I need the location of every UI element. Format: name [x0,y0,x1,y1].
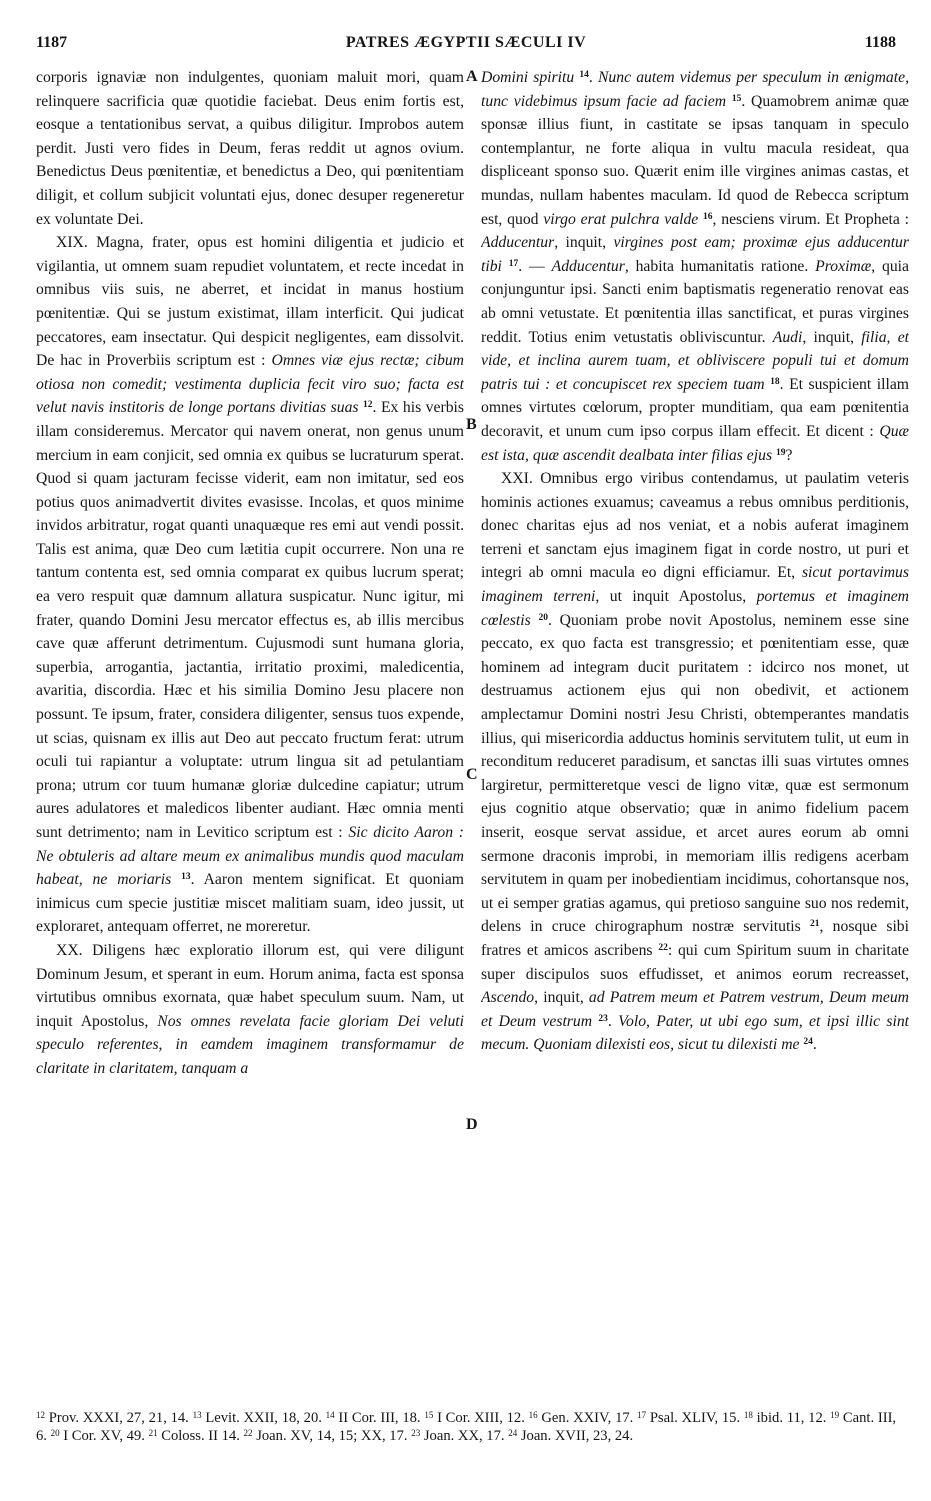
footnote-text: Joan. XX, 17. [423,1428,505,1444]
footnote-text: Levit. XXII, 18, 20. [205,1410,322,1426]
footnote-ref: 12 [363,400,373,411]
text-run: XX. Diligens hæc exploratio illorum est, qui vere diligunt Dominum Jesum, et sperant in eum. Horum anima, facta est sponsa virtutibus omnibus exornata, quæ habet speculum suum. Nam, ut inquit Apostolus, [36,941,464,1030]
text-run: : qui cum Spiritum suum in charitate super discipulos suos effudisset, et animos eorum recreasset, [481,941,909,983]
footnote-text: Gen. XXIV, 17. [541,1410,634,1426]
footnote-item [529,1410,634,1426]
footnote-text: Prov. XXXI, 27, 21, 14. [48,1410,189,1426]
footnote-item [51,1428,145,1444]
footnote-ref: 18 [770,376,780,387]
italic-quotation: portemus et imaginem cœlestis [481,588,909,629]
footnote-text: Joan. XVII, 23, 24. [520,1428,634,1444]
footnote-ref: 16 [703,211,713,222]
text-run: . [812,1036,817,1054]
footnote-text: Joan. XV, 14, 15; XX, 17. [256,1428,408,1444]
footnote-number: 23 [411,1428,421,1438]
paragraph [36,66,464,231]
italic-quotation: Nos omnes revelata facie gloriam Dei veluti speculo referentes, in eamdem imaginem transformamur de claritate in claritatem, tanquam a [36,1012,464,1077]
text-run: . [588,69,598,86]
paragraph [36,939,464,1081]
italic-quotation: Quæ est ista, quæ ascendit dealbata inter filias ejus [481,422,909,464]
running-header [36,34,896,58]
footnote-item [36,1410,189,1426]
text-run: XIX. Magna, frater, opus est homini diligentia et judicio et vigilantia, ut omnem suam repudiet voluntatem, et recte incedat in omnibus viis suis, ne aberret, et incidat in manus hostium pœnitentiæ. Qui se justum existimat, illam interficit. Qui judicat peccatores, eam insectatur. Qui despicit negligentes, eam dissolvit. De hac in Proverbiis scriptum est : [36,234,464,370]
text-run [171,871,181,888]
footnote-number: 12 [36,1410,45,1420]
footnote-text: I Cor. XV, 49. [63,1428,145,1444]
footnote-item [744,1410,827,1426]
footnote-text: Psal. XLIV, 15. [649,1410,741,1426]
italic-quotation: Ascendo [481,989,535,1007]
footnote-ref: 13 [181,872,191,883]
footnote-item [149,1428,240,1444]
footnote-ref: 19 [776,447,786,458]
text-run: , inquit, [802,328,862,346]
text-run: , inquit, [534,989,589,1007]
text-run: , ut inquit Apostolus, [595,588,757,606]
footnote-number: 19 [830,1410,840,1420]
text-run: , quia conjunguntur ipsi. Sancti enim baptismatis regeneratio renovat eas ab omni vetustate. Et pœnitentia illas sanctificat, et puras virgines reddit. Totius enim vetustatis obliviscuntur. [481,257,909,346]
footnote-ref: 17 [508,258,519,269]
footnote-item [326,1410,421,1426]
italic-quotation: Nunc autem videmus per speculum in ænigmate, tunc videbimus ipsum facie ad faciem [481,69,909,110]
footnote-number: 20 [50,1428,60,1438]
text-run: , inquit, [554,234,614,252]
italic-quotation: Adducentur [551,257,625,275]
italic-quotation: Volo, Pater, ut ubi ego sum, et ipsi illic sint mecum. Quoniam dilexisti eos, sicut tu dilexisti me [481,1012,909,1054]
footnote-number: 24 [508,1428,518,1438]
page-number-left: 1187 [36,34,68,51]
margin-marker-b: B [466,416,477,433]
footnote-item [244,1428,408,1444]
footnote-number: 17 [637,1410,647,1420]
footnote-ref: 20 [538,612,548,623]
footnote-item [411,1428,504,1444]
text-run: , nesciens virum. Et Propheta : [712,210,909,228]
text-run: . Ex his verbis illam consideremus. Mercator qui navem onerat, non genus unum mercium in eam conjicit, sed omnia ex quibus se lucraturum sperat. Quod si quam jacturam fecisse viderit, eam non imitatur, sed eos potius quos animadvertit divites evasisse. Incolas, et quos minime invidos arbitratur, rogat quanti unaquæque res emi aut vendi possit. Talis est anima, quæ Deo cum lætitia cupit occurrere. Non una re tantum contenta est, sed omnia comparat ex quibus lucrum sperat; ea vero respuit quæ damnum allatura suspicatur. Nunc igitur, mi frater, quando Domini Jesu mercator effectus es, ab illis mercibus cave quæ afferunt detrimentum. Cujusmodi sunt humana gloria, superbia, arrogantia, jactantia, irritatio proximi, maledicentia, avaritia, discordia. Hæc et his similia Domino Jesu placere non possunt. Te ipsum, frater, considera diligenter, sensus tuos expende, ut scias, quisnam ex illis aut Deo aut peccato fructum ferat: utrum oculi tui rapiantur a voluptate: utrum lingua sit ad petulantiam prona; utrum cor tuum humanæ gloriæ dulcedine capiatur; utrum aures adulatores et maledicos libenter audiant. Hæc omnia menti sunt detrimento; nam in Levitico scriptum est : [36,399,464,841]
footnote-ref: 14 [579,70,589,80]
margin-marker-d: D [466,1116,478,1133]
footnote-number: 16 [528,1410,538,1420]
text-run: . Et suspicient illam omnes virtutes cœlorum, propter munditiam, qua eam pœnitentia decoravit, et unum cum ipso corpus illam effecit. Et dicent : [481,375,909,440]
footnote-item [424,1410,525,1426]
left-column [36,66,464,1386]
right-column [481,66,909,1386]
text-run: . Quamobrem animæ quæ sponsæ illius fiunt, in castitate se ipsas tanquam in speculo contemplantur, ne forte aliqua in vultu macula resideat, qua displiceant sponso suo. Quærit enim ille virgines animas castas, et mundas, nullam habentes maculam. Id quod de Rebecca scriptum est, quod [481,92,909,228]
margin-marker-c: C [466,766,478,783]
italic-quotation: filia [861,328,887,346]
italic-quotation: virgines post eam; proximæ ejus adducentur tibi [481,234,909,275]
text-run: . Aaron mentem significat. Et quoniam inimicus cum specie justitiæ miscet malitiam suam, ideo jussit, ut exploraret, antequam offerret, ne moreretur. [36,871,464,936]
text-run: ? [785,446,793,464]
footnote-number: 15 [424,1410,434,1420]
italic-quotation: Sic dicito Aaron : Ne obtuleris ad altare meum ex animalibus mundis quod maculam habeat, ne moriaris [36,824,464,889]
footnote-ref: 15 [731,93,742,104]
footnotes [36,1409,896,1445]
footnote-text: Cant. III, 6. [36,1410,897,1444]
footnote-ref: 21 [810,919,820,930]
text-run: corporis ignaviæ non indulgentes, quoniam maluit mori, quam relinquere sacrificia quæ quotidie faciebat. Deus enim fortis est, eosque a tentationibus servat, a quibus diligitur. Improbos autem perdit. Justi vero fides in Deum, feras reddit ut agnos ovium. Benedictus Deus pœnitentiæ, et benedictus a Deo, qui pœnitentiam diligit, et collum subjicit voluntati ejus, donec desuper regeneretur ex voluntate Dei. [36,69,464,228]
footnote-text: II Cor. III, 18. [338,1410,421,1426]
footnote-number: 14 [325,1410,335,1420]
footnote-number: 22 [243,1428,253,1438]
text-run: . Quoniam probe novit Apostolus, neminem esse sine peccato, ex quo facta est transgressio; et pœnitentiam esse, quæ hominem ad integram ducit puritatem : idcirco nos monet, ut destruamus actionem ejus qui non obedivit, et actionem amplectamur Domini nostri Jesu Christi, obtemperantes mandatis illius, qui misericordia adductus hominis servitutem tulit, ut eum in reconditum reduceret paradisum, et sanctas illi suas virtutes omnes largiretur, permitteretque vesci de ligno vitæ, quæ est sermonum ejus cognitio atque observatio; quæ in animo fidelium pacem inserit, eosque servat assidue, et arcet aures eorum ab omni sermone draconis improbi, in memoriam illis redigens acerbam servitutem in quam per inobedientiam incidimus, cohortansque nos, ut ei semper gratias agamus, qui pretioso sanguine suo nos redemit, delens in cruce chirographum nostræ servitutis [481,611,909,936]
footnote-number: 21 [148,1428,158,1438]
italic-quotation: ad Patrem meum et Patrem vestrum [588,989,820,1007]
footnote-number: 13 [192,1410,202,1420]
italic-quotation: sicut portavimus imaginem terreni [481,564,909,606]
footnote-item [637,1410,740,1426]
footnote-item [508,1428,633,1444]
italic-quotation: Domini spiritu [481,69,575,86]
footnote-ref: 23 [598,1013,608,1024]
paragraph [36,231,464,939]
footnote-ref: 22 [658,942,668,953]
footnote-text: ibid. 11, 12. [756,1410,827,1426]
italic-quotation: Proximæ [815,257,872,275]
text-run: . — [518,257,552,275]
footnote-number: 18 [743,1410,753,1420]
text-run: , [819,989,829,1007]
text-run: , nosque sibi fratres et amicos ascribens [481,918,909,959]
footnote-text: I Cor. XIII, 12. [437,1410,525,1426]
paragraph [481,467,909,1057]
margin-marker-a: A [466,68,478,85]
italic-quotation: Adducentur [481,234,555,252]
text-run [502,258,509,275]
italic-quotation: Deum meum et Deum vestrum [481,989,909,1030]
text-run: , habita humanitatis ratione. [624,257,816,275]
text-run: . [607,1012,619,1030]
footnote-text: Coloss. II 14. [161,1428,240,1444]
italic-quotation: Audi [772,328,803,346]
italic-quotation: et vide, et inclina aurem tuam, et obliviscere populi tui et domum patris tui : et concupiscet rex speciem tuam [481,328,909,393]
italic-quotation: Omnes viæ ejus rectæ; cibum otiosa non comedit; vestimenta duplicia fecit viro suo; facta est velut navis institoris de longe portans divitias suas [36,352,464,417]
footnote-item [193,1410,322,1426]
running-title: PATRES ÆGYPTII SÆCULI IV [345,34,587,51]
text-run: XXI. Omnibus ergo viribus contendamus, ut paulatim veteris hominis actiones exuamus; caveamus a rebus omnibus perditionis, donec charitas ejus ad nos veniat, et a nobis auferat imaginem terreni et sanctam ejus imaginem figat in corde nostro, ut puri et integri ab omni macula eo digni efficiamur. Et, [481,470,909,582]
page-number-right: 1188 [864,34,896,51]
paragraph [481,66,909,467]
text-run: , [886,328,898,346]
footnote-ref: 24 [803,1037,813,1048]
italic-quotation: virgo erat pulchra valde [543,210,699,228]
